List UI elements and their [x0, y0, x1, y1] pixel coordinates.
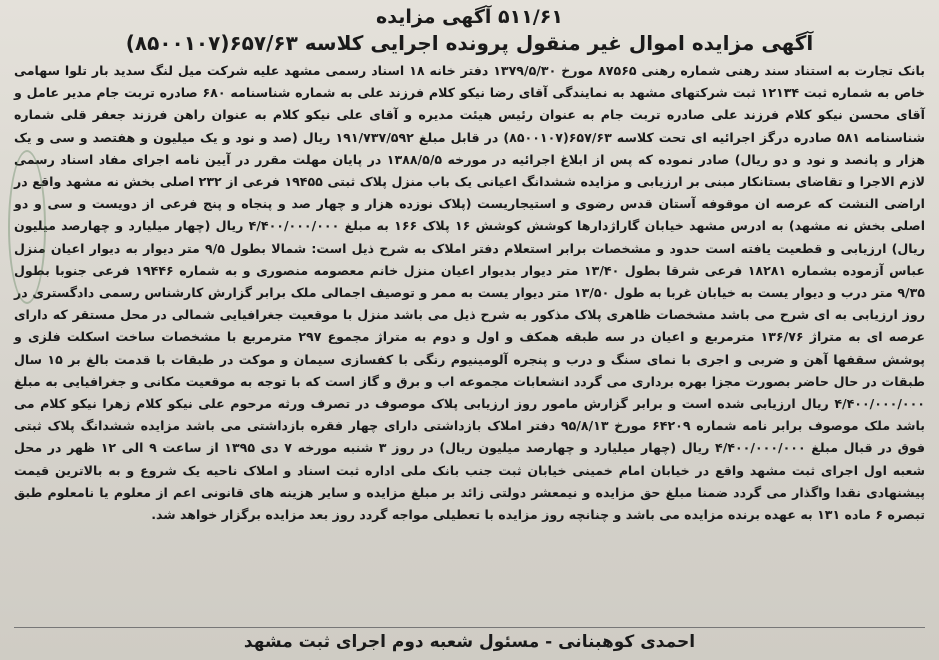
- notice-title: آگهی مزایده اموال غیر منقول پرونده اجرایی کلاسه ۶۵۷/۶۳(۸۵۰۰۱۰۷): [125, 31, 814, 55]
- notice-paragraph: بانک تجارت به استناد سند رهنی شماره رهنی ۸۷۵۶۵ مورخ ۱۳۷۹/۵/۳۰ دفتر خانه ۱۸ اسناد رسمی مشهد علیه شرکت میل لنگ سدید بار تلوا سهامی خاص به شماره ثبت ۱۲۱۳۴ ثبت شرکتهای مشهد به نمایندگی آقای رضا نیکو کلام فرزند علی به شماره شناسنامه ۶۸۰ صادره تربت جام مدیر عامل و آقای محسن نیکو کلام فرزند علی صادره تربت جام به عنوان رئیس هیئت مدیره و آقای علی نیکو کلام به عنوان راهن فرزند جعفر قلی شماره شناسنامه ۵۸۱ صادره درگز اجرائیه ای تحت کلاسه ۶۵۷/۶۳(۸۵۰۰۱۰۷) در قابل مبلغ ۱۹۱/۷۳۷/۵۹۲ ریال (صد و نود و یک میلیون و هفتصد و سی و یک هزار و پانصد و نود و دو ریال) صادر نموده که پس از ابلاغ اجرائیه در مورخه ۱۳۸۸/۵/۵ در پایان مهلت مقرر در آیین نامه اجرای مفاد اسناد رسمی لازم الاجرا و تقاضای بستانکار مبنی بر ارزیابی و مزایده ششدانگ اعیانی یک باب منزل پلاک ثبتی ۱۹۴۵۵ فرعی از ۲۳۲ اصلی بخش نه مشهد واقع در اراضی النشت که عرصه ان موقوفه آستان قدس رضوی و استیجاریست (پلاک نوزده هزار و چهار صد و پنجاه و پنج فرعی از دویست و سی و دو اصلی بخش نه مشهد) به ادرس مشهد خیابان گاراژدارها کوشش کوشش ۱۶ پلاک ۱۶۶ به مبلغ ۴/۴۰۰/۰۰۰/۰۰۰ ریال (چهار میلیارد و چهارصد میلیون ریال) ارزیابی و قطعیت یافته است حدود و مشخصات برابر استعلام دفتر املاک به شرح ذیل است: شمالا بطول ۹/۵ متر دیوار به دیوار اعیان منزل عباس آزموده بشماره ۱۸۲۸۱ فرعی شرقا بطول ۱۳/۴۰ متر دیوار بدیوار اعیان منزل خانم معصومه منصوری و به شماره ۱۹۴۴۶ فرعی جنوبا بطول ۹/۳۵ متر درب و دیوار یست به خیابان غربا به طول ۱۳/۵۰ متر دیوار یست به ممر و توصیف اجمالی ملک برابر گزارش کارشناس رسمی دادگستری در روز ارزیابی به ای شرح می باشد مشخصات ظاهری پلاک مذکور به شرح ذیل می باشد منزل با موقعیت جغرافیایی شمالی در محل مستقر که دارای عرصه ای به متراژ ۱۳۶/۷۶ مترمربع و اعیان در سه طبقه همکف و اول و دوم به متراژ مجموع ۲۹۷ مترمربع با مشخصات ساخت اسکلت فلزی و پوشش سقفها آهن و ضربی و اجری با نمای سنگ و درب و پنجره آلومینیوم رنگی با کفسازی سیمان و موکت در طبقات با قدمت بالغ بر ۱۵ سال طبقات در حال حاضر بصورت مجزا بهره برداری می گردد انشعابات مجموعه اب و برق و گاز است که با توجه به موقعیت مکانی و جغرافیایی به مبلغ ۴/۴۰۰/۰۰۰/۰۰۰ ریال ارزیابی شده است و برابر گزارش مامور روز ارزیابی پلاک موصوف در تصرف ورثه مرحوم علی نیکو کلام زهرا نیکو کلام می باشد ملک موصوف برابر نامه شماره ۶۴۲۰۹ مورخ ۹۵/۸/۱۳ دفتر املاک بازداشتی دارای چهار فقره بازداشتی می باشد مزایده ششدانگ پلاک ثبتی فوق در قبال مبلغ ۴/۴۰۰/۰۰۰/۰۰۰ ریال (چهار میلیارد و چهارصد میلیون ریال) در روز ۳ شنبه مورخه ۷ دی ۱۳۹۵ از ساعت ۹ الی ۱۲ ظهر در محل شعبه اول اجرای ثبت مشهد واقع در خیابان امام خمینی خیابان ثبت جنب بانک ملی اداره ثبت اسناد و املاک ناحیه یک شروع و به بالاترین قیمت پیشنهادی نقدا واگذار می گردد ضمنا مبلغ حق مزایده و نیمعشر دولتی زائد بر مبلغ مزایده و سایر هزینه های قانونی اعم از معلوم یا نامعلوم طبق تبصره ۶ ماده ۱۳۱ به عهده برنده مزایده می باشد و چنانچه روز مزایده با تعطیلی مواجه گردد روز بعد مزایده برگزار خواهد شد.: [14, 63, 926, 523]
- notice-body: [14, 60, 925, 526]
- notice-number: ۵۱۱/۶۱ آگهی مزایده: [376, 6, 563, 28]
- stamp-mark: [8, 150, 46, 304]
- notice-signature: احمدی کوهبنانی - مسئول شعبه دوم اجرای ثبت مشهد: [14, 627, 925, 654]
